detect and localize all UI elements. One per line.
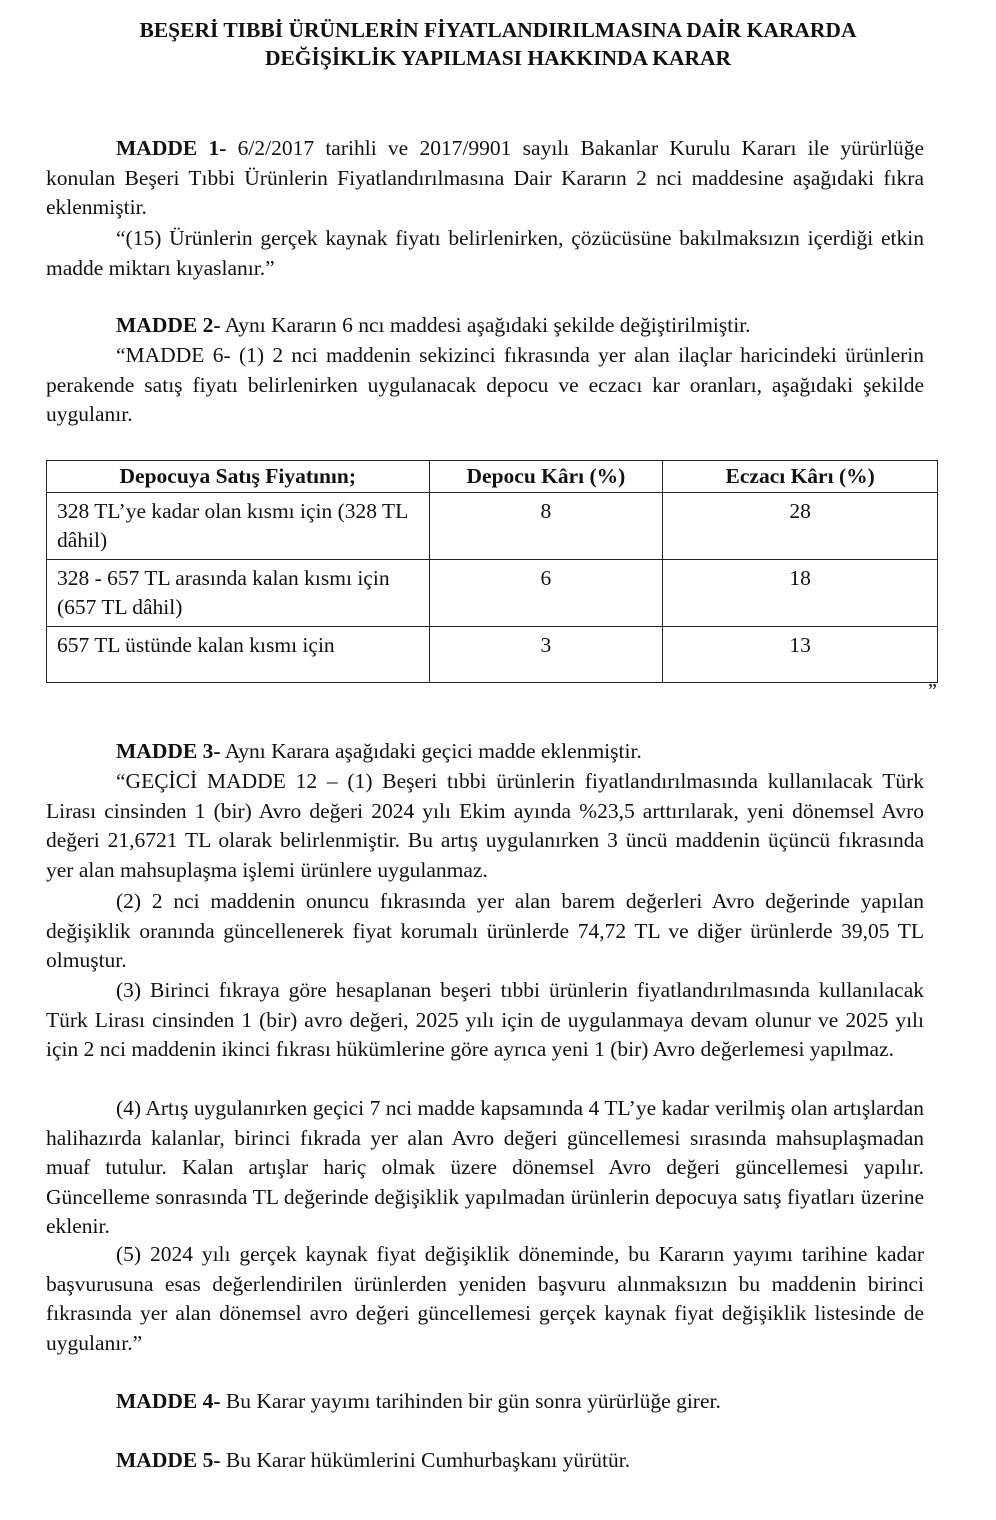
article-5-paragraph [46, 1446, 924, 1476]
wholesaler-profit-cell: 6 [429, 560, 663, 627]
profit-rate-table [46, 460, 938, 683]
header-sale-price: Depocuya Satış Fiyatının; [47, 461, 430, 493]
header-wholesaler-profit: Depocu Kârı (%) [429, 461, 663, 493]
provisional-article-clause-5: (5) 2024 yılı gerçek kaynak fiyat değişiklik döneminde, bu Kararın yayımı tarihine kadar başvurusuna esas değerlendirilen ürünlerden yeniden başvuru alınmaksızın bu maddenin birinci fıkrasında yer alan dönemsel avro değeri güncellemesi gerçek kaynak fiyat değişiklik listesinde de uygulanır.” [46, 1242, 924, 1355]
provisional-article-clause-3: (3) Birinci fıkraya göre hesaplanan beşeri tıbbi ürünlerin fiyatlandırılmasında kullanılacak Türk Lirası cinsinden 1 (bir) avro değeri, 2025 yılı için de uygulanmaya devam olunur ve 2025 yılı için 2 nci maddenin ikinci fıkrası hükümlerine göre ayrıca yeni 1 (bir) Avro değerlemesi yapılmaz. [46, 978, 924, 1062]
article-3-label: MADDE 3- [116, 739, 221, 763]
article-1-label: MADDE 1- [116, 136, 227, 160]
article-2-text: Aynı Kararın 6 ncı maddesi aşağıdaki şekilde değiştirilmiştir. [220, 313, 751, 337]
article-5-label: MADDE 5- [116, 1448, 221, 1472]
price-range-cell: 328 - 657 TL arasında kalan kısmı için (657 TL dâhil) [47, 560, 430, 627]
pharmacist-profit-cell: 18 [663, 560, 938, 627]
article-1-text: 6/2/2017 tarihli ve 2017/9901 sayılı Bakanlar Kurulu Kararı ile yürürlüğe konulan Beşeri Tıbbi Ürünlerin Fiyatlandırılmasına Dair Kararın 2 nci maddesine aşağıdaki fıkra eklenmiştir. [46, 136, 924, 220]
article-4-paragraph [46, 1387, 924, 1417]
title-line-2: DEĞİŞİKLİK YAPILMASI HAKKINDA KARAR [264, 46, 732, 70]
table-row [47, 493, 938, 560]
article-3-text: Aynı Karara aşağıdaki geçici madde eklenmiştir. [220, 739, 642, 763]
provisional-article-clause-4: (4) Artış uygulanırken geçici 7 nci madde kapsamında 4 TL’ye kadar verilmiş olan artışlardan halihazırda kalanlar, birinci fıkrada yer alan Avro değeri güncellemesi sırasında mahsuplaşmadan muaf tutulur. Kalan artışlar hariç olmak üzere dönemsel Avro değeri güncellemesi yapılır. Güncelleme sonrasında TL değerinde değişiklik yapılmadan ürünlerin depocuya satış fiyatları üzerine eklenir. [46, 1096, 924, 1239]
wholesaler-profit-cell: 3 [429, 627, 663, 683]
wholesaler-profit-cell: 8 [429, 493, 663, 560]
article-1-quote: “(15) Ürünlerin gerçek kaynak fiyatı belirlenirken, çözücüsüne bakılmaksızın içerdiği etkin madde miktarı kıyaslanır.” [46, 226, 924, 280]
table-header-row [47, 461, 938, 493]
article-4-label: MADDE 4- [116, 1389, 221, 1413]
document-title [60, 16, 936, 72]
article-2-quote: “MADDE 6- (1) 2 nci maddenin sekizinci fıkrasında yer alan ilaçlar haricindeki ürünlerin perakende satış fiyatı belirlenirken uygulanacak depocu ve eczacı kar oranları, aşağıdaki şekilde uygulanır. [46, 343, 924, 427]
price-range-cell: 328 TL’ye kadar olan kısmı için (328 TL dâhil) [47, 493, 430, 560]
pharmacist-profit-cell: 28 [663, 493, 938, 560]
article-3-paragraph [46, 737, 924, 767]
pharmacist-profit-cell: 13 [663, 627, 938, 683]
table-row [47, 627, 938, 683]
title-line-1: BEŞERİ TIBBİ ÜRÜNLERİN FİYATLANDIRILMASINA DAİR KARARDA [139, 18, 857, 42]
article-4-text: Bu Karar yayımı tarihinden bir gün sonra yürürlüğe girer. [220, 1389, 721, 1413]
price-range-cell: 657 TL üstünde kalan kısmı için [47, 627, 430, 683]
header-pharmacist-profit: Eczacı Kârı (%) [663, 461, 938, 493]
provisional-article-clause-2: (2) 2 nci maddenin onuncu fıkrasında yer alan barem değerleri Avro değerinde yapılan değişiklik oranında güncellenerek fiyat korumalı ürünlerde 74,72 TL ve diğer ürünlerde 39,05 TL olmuştur. [46, 889, 924, 973]
article-2-paragraph [46, 311, 924, 341]
table-closing-quote: ” [928, 680, 937, 702]
article-2-label: MADDE 2- [116, 313, 221, 337]
article-5-text: Bu Karar hükümlerini Cumhurbaşkanı yürütür. [220, 1448, 631, 1472]
provisional-article-clause-1: “GEÇİCİ MADDE 12 – (1) Beşeri tıbbi ürünlerin fiyatlandırılmasında kullanılacak Türk Lirası cinsinden 1 (bir) Avro değeri 2024 yılı Ekim ayında %23,5 arttırılarak, yeni dönemsel Avro değeri 21,6721 TL olarak belirlenmiştir. Bu artış uygulanırken 3 üncü maddenin üçüncü fıkrasında yer alan mahsuplaşma işlemi ürünlere uygulanmaz. [46, 769, 924, 882]
article-1-paragraph [46, 134, 924, 223]
table-row [47, 560, 938, 627]
